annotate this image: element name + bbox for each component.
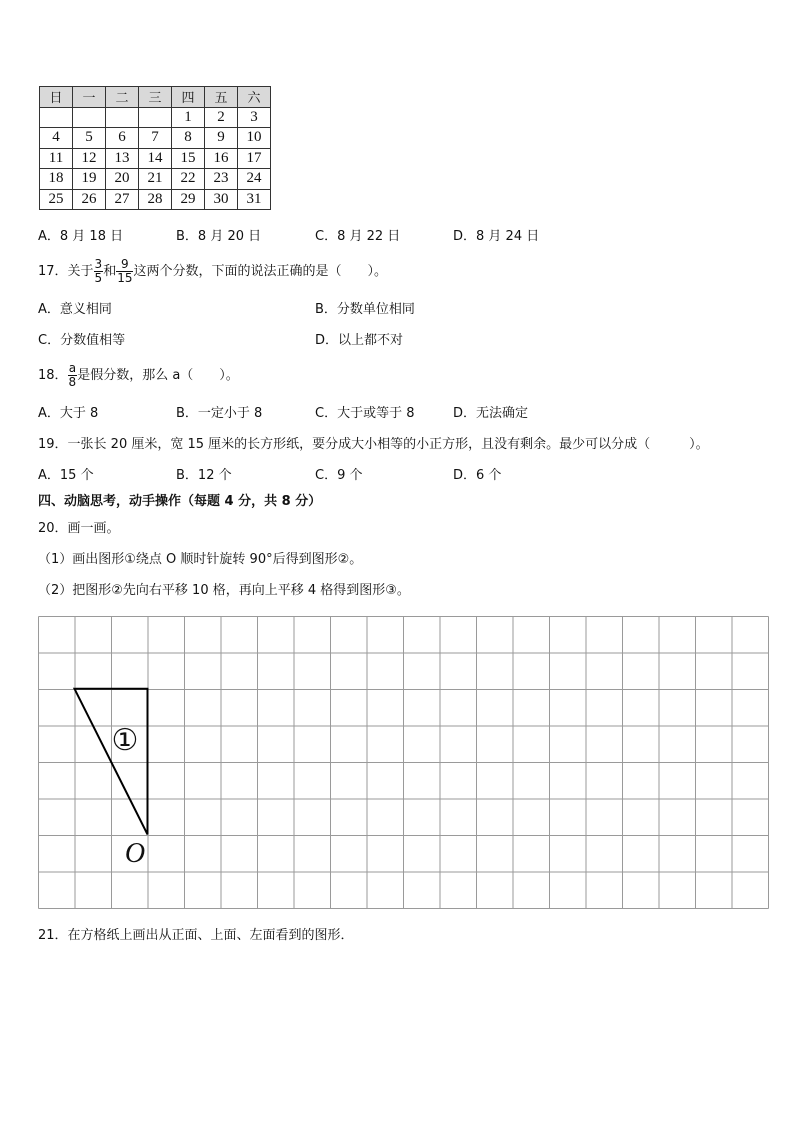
- calendar-cell: 29: [172, 189, 205, 210]
- calendar-cell: 24: [238, 169, 271, 190]
- q18-prefix: 18．: [38, 368, 68, 383]
- q16-option-a[interactable]: A．8 月 18 日: [38, 229, 124, 244]
- calendar-cell: 12: [73, 148, 106, 169]
- point-o-label: O: [124, 838, 146, 869]
- fraction-3-5: [94, 258, 104, 285]
- q17-suffix: 这两个分数，下面的说法正确的是（ ）。: [133, 264, 387, 279]
- q17-option-a[interactable]: A．意义相同: [38, 302, 112, 317]
- calendar-cell: 20: [106, 169, 139, 190]
- calendar-cell: [40, 107, 73, 128]
- calendar-header-cell: 三: [139, 87, 172, 108]
- calendar-cell: 11: [40, 148, 73, 169]
- q18-option-c[interactable]: C．大于或等于 8: [315, 406, 415, 421]
- calendar-cell: 15: [172, 148, 205, 169]
- q17-option-d[interactable]: D．以上都不对: [315, 333, 404, 348]
- q20-part1: （1）画出图形①绕点 O 顺时针旋转 90°后得到图形②。: [38, 552, 363, 567]
- calendar-cell: 23: [205, 169, 238, 190]
- q19-option-b[interactable]: B．12 个: [176, 468, 232, 483]
- q18-question: [38, 362, 239, 389]
- calendar-cell: 22: [172, 169, 205, 190]
- fraction-denominator: 5: [94, 271, 103, 285]
- q16-option-c[interactable]: C．8 月 22 日: [315, 229, 401, 244]
- calendar-cell: 8: [172, 128, 205, 149]
- q17-option-c[interactable]: C．分数值相等: [38, 333, 126, 348]
- calendar-cell: [73, 107, 106, 128]
- q17-question: [38, 258, 387, 285]
- q18-option-d[interactable]: D．无法确定: [453, 406, 529, 421]
- calendar-cell: 14: [139, 148, 172, 169]
- calendar-cell: 27: [106, 189, 139, 210]
- calendar-cell: 17: [238, 148, 271, 169]
- calendar-cell: 7: [139, 128, 172, 149]
- calendar-header-cell: 二: [106, 87, 139, 108]
- calendar-cell: [106, 107, 139, 128]
- q21-question: 21．在方格纸上画出从正面、上面、左面看到的图形．: [38, 928, 354, 943]
- calendar-cell: 5: [73, 128, 106, 149]
- q19-option-c[interactable]: C．9 个: [315, 468, 363, 483]
- calendar-cell: 16: [205, 148, 238, 169]
- fraction-9-15: [116, 258, 133, 285]
- calendar-row: [40, 128, 271, 149]
- calendar-cell: 4: [40, 128, 73, 149]
- q19-question: 19．一张长 20 厘米，宽 15 厘米的长方形纸，要分成大小相等的小正方形，且没有剩余。最少可以分成（ ）。: [38, 437, 709, 452]
- calendar-cell: 9: [205, 128, 238, 149]
- calendar-cell: 10: [238, 128, 271, 149]
- q20-title: 20．画一画。: [38, 521, 120, 536]
- calendar-cell: 18: [40, 169, 73, 190]
- fraction-denominator: 8: [68, 375, 77, 389]
- calendar-row: [40, 189, 271, 210]
- q16-option-d[interactable]: D．8 月 24 日: [453, 229, 540, 244]
- calendar-cell: 3: [238, 107, 271, 128]
- q17-prefix: 17．关于: [38, 264, 94, 279]
- calendar-cell: 30: [205, 189, 238, 210]
- fraction-numerator: 3: [94, 257, 103, 271]
- calendar-header-cell: 四: [172, 87, 205, 108]
- calendar-cell: 2: [205, 107, 238, 128]
- fraction-numerator: a: [68, 361, 77, 375]
- calendar-row: [40, 169, 271, 190]
- q19-option-a[interactable]: A．15 个: [38, 468, 94, 483]
- calendar-cell: 19: [73, 169, 106, 190]
- calendar-cell: 21: [139, 169, 172, 190]
- q19-option-d[interactable]: D．6 个: [453, 468, 502, 483]
- drawing-grid[interactable]: [38, 616, 769, 910]
- calendar-cell: 28: [139, 189, 172, 210]
- q20-part2: （2）把图形②先向右平移 10 格，再向上平移 4 格得到图形③。: [38, 583, 410, 598]
- calendar-cell: 1: [172, 107, 205, 128]
- calendar-table: [39, 86, 271, 210]
- fraction-a-8: [68, 362, 78, 389]
- calendar-cell: 13: [106, 148, 139, 169]
- section-heading: 四、动脑思考，动手操作（每题 4 分，共 8 分）: [38, 494, 322, 509]
- q18-option-a[interactable]: A．大于 8: [38, 406, 99, 421]
- calendar-header-cell: 一: [73, 87, 106, 108]
- calendar-header-row: [40, 87, 271, 108]
- calendar-cell: 26: [73, 189, 106, 210]
- calendar-header-cell: 六: [238, 87, 271, 108]
- q17-mid: 和: [103, 264, 117, 279]
- calendar-cell: 25: [40, 189, 73, 210]
- calendar-header-cell: 日: [40, 87, 73, 108]
- q18-suffix: 是假分数，那么 a（ ）。: [77, 368, 239, 383]
- calendar-row: [40, 148, 271, 169]
- calendar-cell: 6: [106, 128, 139, 149]
- fraction-denominator: 15: [117, 271, 133, 285]
- calendar-cell: [139, 107, 172, 128]
- q16-option-b[interactable]: B．8 月 20 日: [176, 229, 262, 244]
- q17-option-b[interactable]: B．分数单位相同: [315, 302, 415, 317]
- calendar-row: [40, 107, 271, 128]
- calendar-header-cell: 五: [205, 87, 238, 108]
- q18-option-b[interactable]: B．一定小于 8: [176, 406, 263, 421]
- fraction-numerator: 9: [116, 258, 133, 272]
- shape-label: ①: [111, 723, 139, 758]
- calendar-cell: 31: [238, 189, 271, 210]
